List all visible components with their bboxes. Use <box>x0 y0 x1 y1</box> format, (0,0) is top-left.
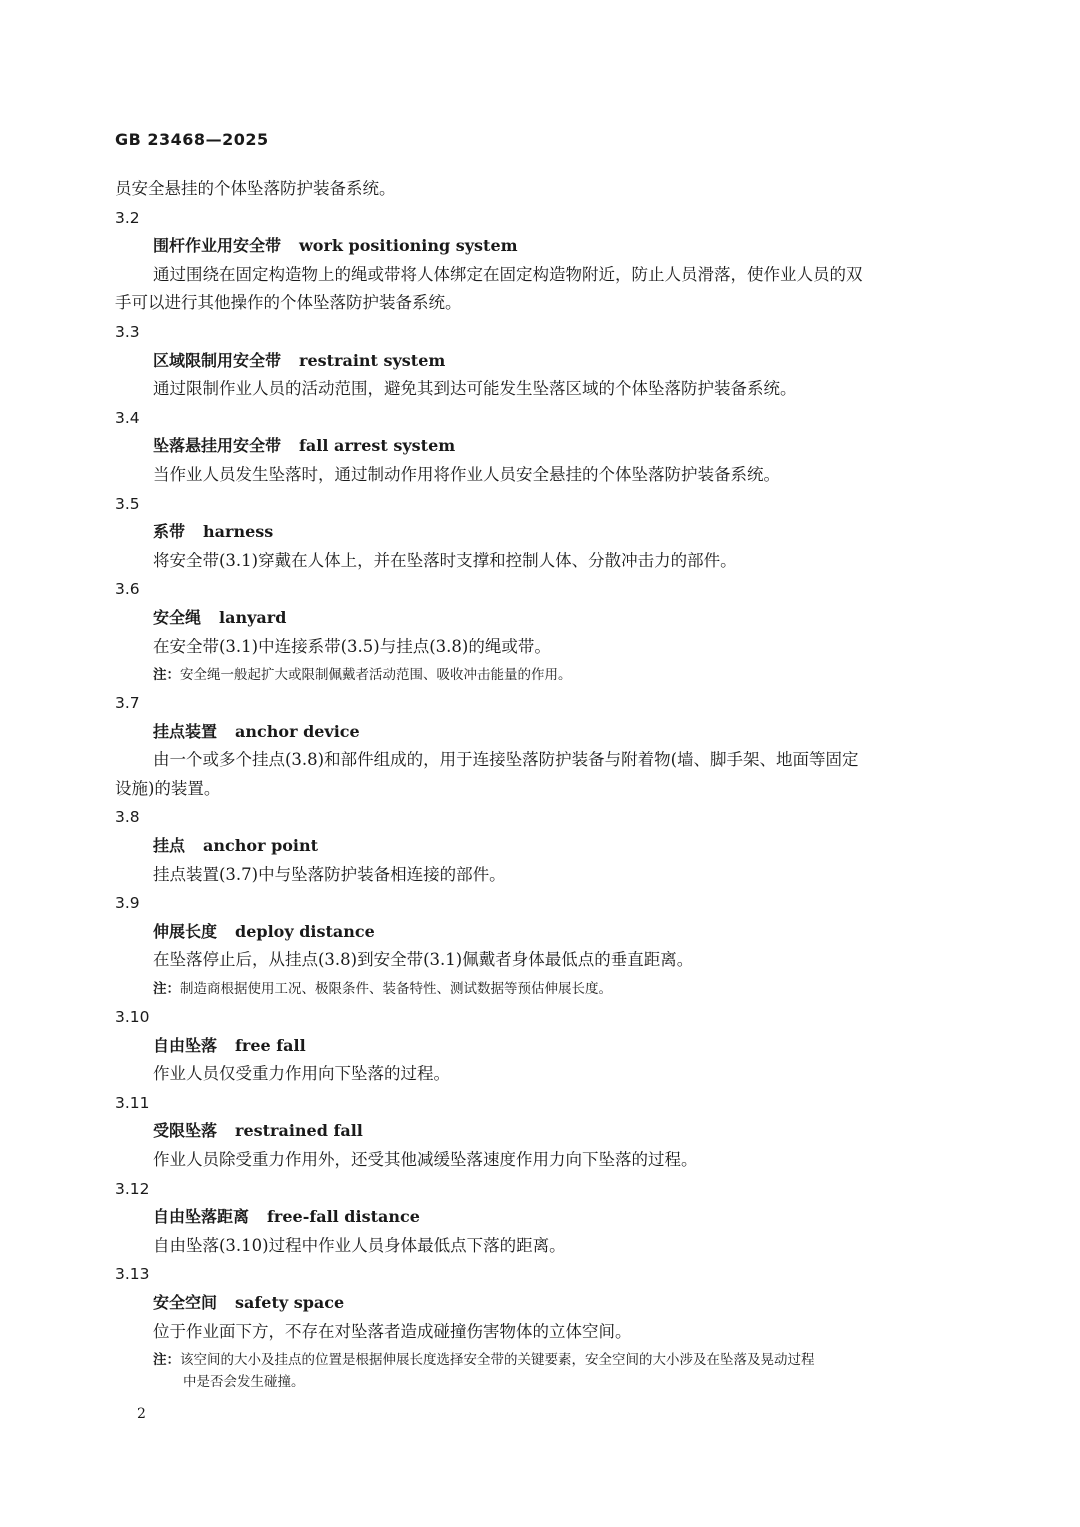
term-zh: 挂点 <box>153 836 186 856</box>
term-heading <box>115 1117 960 1146</box>
term-en: fall arrest system <box>299 436 456 456</box>
term-heading <box>115 832 960 861</box>
term-note <box>115 661 960 689</box>
term-number: 3.13 <box>115 1265 150 1284</box>
term-definition <box>115 946 960 975</box>
term-heading <box>115 518 960 547</box>
standard-code: GB 23468—2025 <box>115 130 269 149</box>
term-number: 3.11 <box>115 1093 150 1112</box>
term-heading <box>115 1289 960 1318</box>
term-entry-3-9 <box>115 889 960 1003</box>
term-number: 3.12 <box>115 1179 150 1198</box>
term-definition <box>115 746 960 775</box>
term-en: lanyard <box>219 607 287 627</box>
term-en: restraint system <box>299 350 446 370</box>
term-en: free-fall distance <box>267 1207 420 1227</box>
term-en: work positioning system <box>299 236 518 256</box>
term-definition <box>115 1060 960 1089</box>
definition-line: 由一个或多个挂点(3.8)和部件组成的，用于连接坠落防护装备与附着物(墙、脚手架、地面等固定 <box>153 750 859 770</box>
term-note <box>115 975 960 1003</box>
definition-line: 作业人员仅受重力作用向下坠落的过程。 <box>153 1064 450 1084</box>
term-heading <box>115 918 960 947</box>
term-definition <box>115 1232 960 1261</box>
terms-section <box>115 175 960 1396</box>
term-en: safety space <box>235 1292 345 1312</box>
term-number: 3.9 <box>115 894 140 913</box>
term-zh: 受限坠落 <box>153 1121 218 1141</box>
term-definition <box>115 861 960 890</box>
term-en: restrained fall <box>235 1121 363 1141</box>
term-definition-continued <box>115 775 960 804</box>
term-definition <box>115 461 960 490</box>
term-number: 3.10 <box>115 1008 150 1027</box>
term-zh: 挂点装置 <box>153 721 218 741</box>
term-heading <box>115 1032 960 1061</box>
term-zh: 自由坠落距离 <box>153 1207 250 1227</box>
term-en: harness <box>203 522 274 542</box>
term-number: 3.5 <box>115 494 140 513</box>
definition-line: 设施)的装置。 <box>115 778 221 798</box>
term-heading <box>115 232 960 261</box>
term-entry-3-10 <box>115 1003 960 1089</box>
term-definition <box>115 1146 960 1175</box>
term-definition <box>115 633 960 662</box>
term-entry-3-11 <box>115 1089 960 1175</box>
term-zh: 围杆作业用安全带 <box>153 236 282 256</box>
note-text: 该空间的大小及挂点的位置是根据伸展长度选择安全带的关键要素，安全空间的大小涉及在坠落及晃动过程 <box>180 1352 815 1369</box>
continuation-text: 员安全悬挂的个体坠落防护装备系统。 <box>115 179 396 198</box>
term-definition <box>115 261 960 290</box>
term-entry-3-7 <box>115 689 960 803</box>
definition-line: 手可以进行其他操作的个体坠落防护装备系统。 <box>115 293 462 313</box>
term-definition-continued <box>115 289 960 318</box>
definition-line: 挂点装置(3.7)中与坠落防护装备相连接的部件。 <box>153 864 506 884</box>
note-label: 注： <box>153 981 180 998</box>
note-label: 注： <box>153 1352 180 1369</box>
note-label: 注： <box>153 667 180 684</box>
term-heading <box>115 432 960 461</box>
term-en: anchor point <box>203 836 319 856</box>
term-heading <box>115 604 960 633</box>
note-text: 制造商根据使用工况、极限条件、装备特性、测试数据等预估伸展长度。 <box>180 981 612 998</box>
term-heading <box>115 1203 960 1232</box>
definition-line: 在坠落停止后，从挂点(3.8)到安全带(3.1)佩戴者身体最低点的垂直距离。 <box>153 950 694 970</box>
term-number: 3.4 <box>115 408 140 427</box>
term-number: 3.3 <box>115 322 140 341</box>
definition-line: 作业人员除受重力作用外，还受其他减缓坠落速度作用力向下坠落的过程。 <box>153 1150 698 1169</box>
term-zh: 系带 <box>153 522 186 542</box>
term-zh: 伸展长度 <box>153 921 218 941</box>
term-zh: 坠落悬挂用安全带 <box>153 436 282 456</box>
term-definition <box>115 547 960 576</box>
term-zh: 安全空间 <box>153 1292 218 1312</box>
definition-line: 位于作业面下方，不存在对坠落者造成碰撞伤害物体的立体空间。 <box>153 1321 632 1341</box>
term-en: anchor device <box>235 721 360 741</box>
term-entry-3-8 <box>115 803 960 889</box>
definition-line: 将安全带(3.1)穿戴在人体上，并在坠落时支撑和控制人体、分散冲击力的部件。 <box>153 550 737 570</box>
term-heading <box>115 718 960 747</box>
term-definition <box>115 1318 960 1347</box>
term-entry-3-5 <box>115 490 960 576</box>
note-text-continued: 中是否会发生碰撞。 <box>183 1374 305 1391</box>
definition-line: 通过限制作业人员的活动范围，避免其到达可能发生坠落区域的个体坠落防护装备系统。 <box>153 379 797 399</box>
term-en: deploy distance <box>235 921 375 941</box>
term-heading <box>115 347 960 376</box>
term-zh: 自由坠落 <box>153 1035 218 1055</box>
term-definition <box>115 375 960 404</box>
term-en: free fall <box>235 1035 306 1055</box>
term-entry-3-2 <box>115 204 960 318</box>
term-zh: 安全绳 <box>153 607 202 627</box>
term-number: 3.7 <box>115 694 140 713</box>
term-entry-3-13 <box>115 1260 960 1396</box>
term-entry-3-4 <box>115 404 960 490</box>
definition-line: 当作业人员发生坠落时，通过制动作用将作业人员安全悬挂的个体坠落防护装备系统。 <box>153 464 780 484</box>
definition-line: 在安全带(3.1)中连接系带(3.5)与挂点(3.8)的绳或带。 <box>153 636 551 656</box>
term-entry-3-3 <box>115 318 960 404</box>
term-entry-3-6 <box>115 575 960 689</box>
term-entry-3-12 <box>115 1175 960 1261</box>
page-number: 2 <box>137 1406 146 1422</box>
definition-line: 通过围绕在固定构造物上的绳或带将人体绑定在固定构造物附近，防止人员滑落，使作业人员的双 <box>153 264 863 284</box>
term-zh: 区域限制用安全带 <box>153 350 282 370</box>
term-note <box>115 1346 960 1396</box>
term-number: 3.8 <box>115 808 140 827</box>
note-text: 安全绳一般起扩大或限制佩戴者活动范围、吸收冲击能量的作用。 <box>180 667 572 684</box>
term-number: 3.6 <box>115 580 140 599</box>
term-number: 3.2 <box>115 208 140 227</box>
definition-line: 自由坠落(3.10)过程中作业人员身体最低点下落的距离。 <box>153 1235 566 1255</box>
